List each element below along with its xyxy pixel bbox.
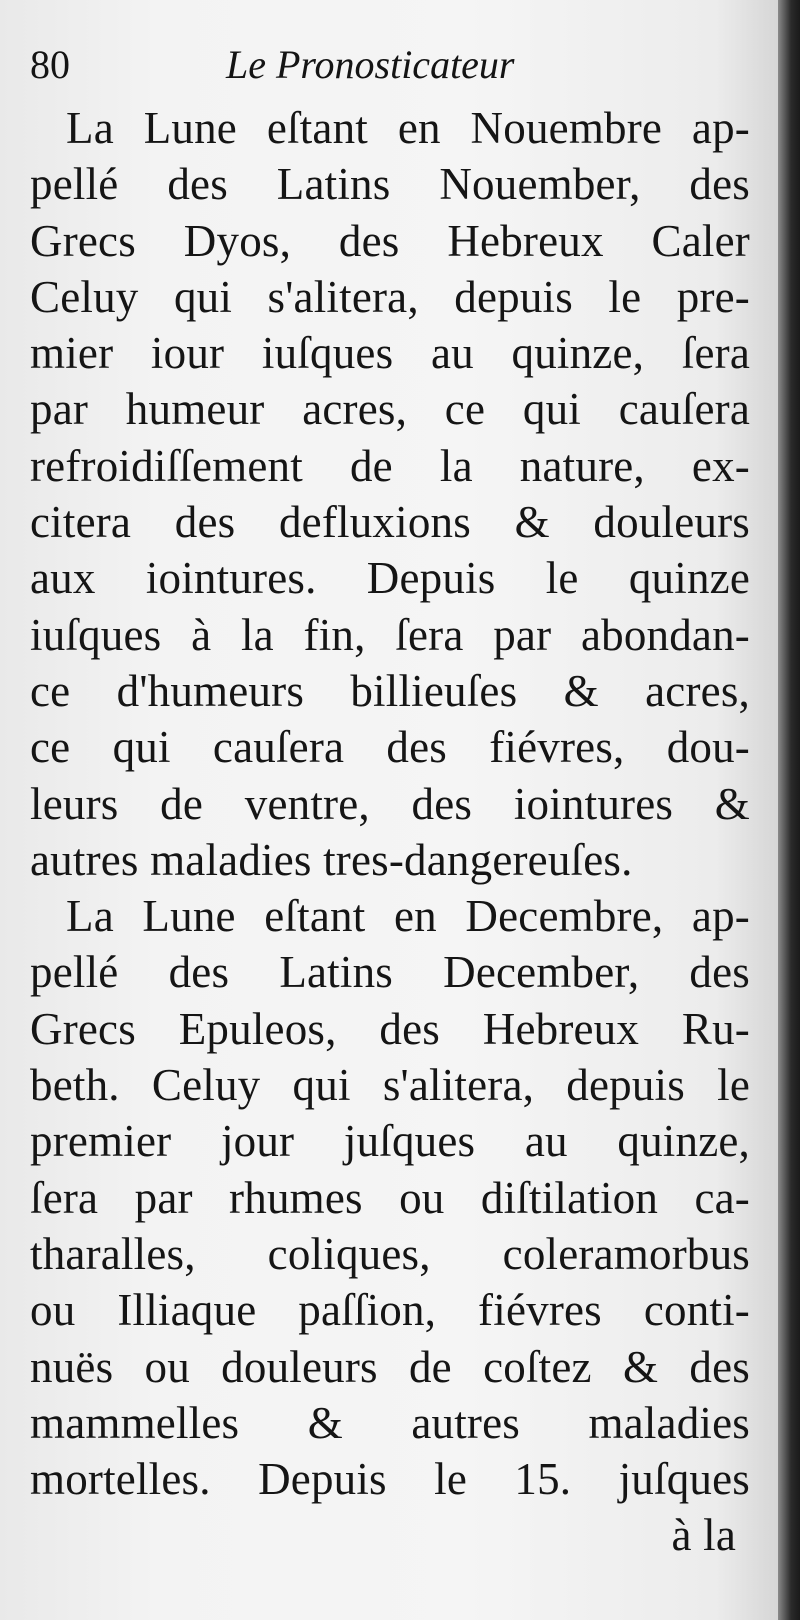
text-line: mier iour iuſques au quinze, ſera <box>30 328 750 379</box>
text-line: La Lune eſtant en Decembre, ap- <box>66 891 750 942</box>
page-number: 80 <box>30 42 70 87</box>
text-line: pellé des Latins December, des <box>30 947 750 998</box>
text-line: refroidiſſement de la nature, ex- <box>30 440 750 491</box>
text-line: ce qui cauſera des fiévres, dou- <box>30 722 750 773</box>
page-header <box>30 40 750 90</box>
text-line: premier jour juſques au quinze, <box>30 1116 750 1167</box>
text-line: leurs de ventre, des iointures & <box>30 778 750 829</box>
text-line: pellé des Latins Nouember, des <box>30 159 750 210</box>
text-line: ou Illiaque paſſion, fiévres conti- <box>30 1285 750 1336</box>
text-line: La Lune eſtant en Nouembre ap- <box>66 103 750 153</box>
running-title: Le Pronosticateur <box>226 42 515 87</box>
text-line: ſera par rhumes ou diſtilation ca- <box>30 1172 750 1223</box>
catchword: à la <box>671 1510 736 1561</box>
text-line: tharalles, coliques, coleramorbus <box>30 1228 750 1279</box>
text-line: mammelles & autres maladies <box>30 1397 750 1448</box>
text-line: nuës ou douleurs de coſtez & des <box>30 1341 750 1392</box>
text-line: citera des defluxions & douleurs <box>30 497 750 548</box>
body-text <box>30 100 750 1564</box>
text-line: Grecs Epuleos, des Hebreux Ru- <box>30 1003 750 1054</box>
text-line: ce d'humeurs billieuſes & acres, <box>30 665 750 716</box>
text-line: mortelles. Depuis le 15. juſques <box>30 1454 750 1505</box>
text-line: autres maladies tres-dangereuſes. <box>30 834 633 885</box>
text-line: beth. Celuy qui s'alitera, depuis le <box>30 1060 750 1111</box>
text-line: Grecs Dyos, des Hebreux Caler <box>30 215 750 266</box>
text-line: iuſques à la fin, ſera par abondan- <box>30 609 750 660</box>
text-line: aux iointures. Depuis le quinze <box>30 553 750 604</box>
text-line: Celuy qui s'alitera, depuis le pre- <box>30 271 750 322</box>
text-line: par humeur acres, ce qui cauſera <box>30 384 750 435</box>
page-edge <box>778 0 800 1620</box>
